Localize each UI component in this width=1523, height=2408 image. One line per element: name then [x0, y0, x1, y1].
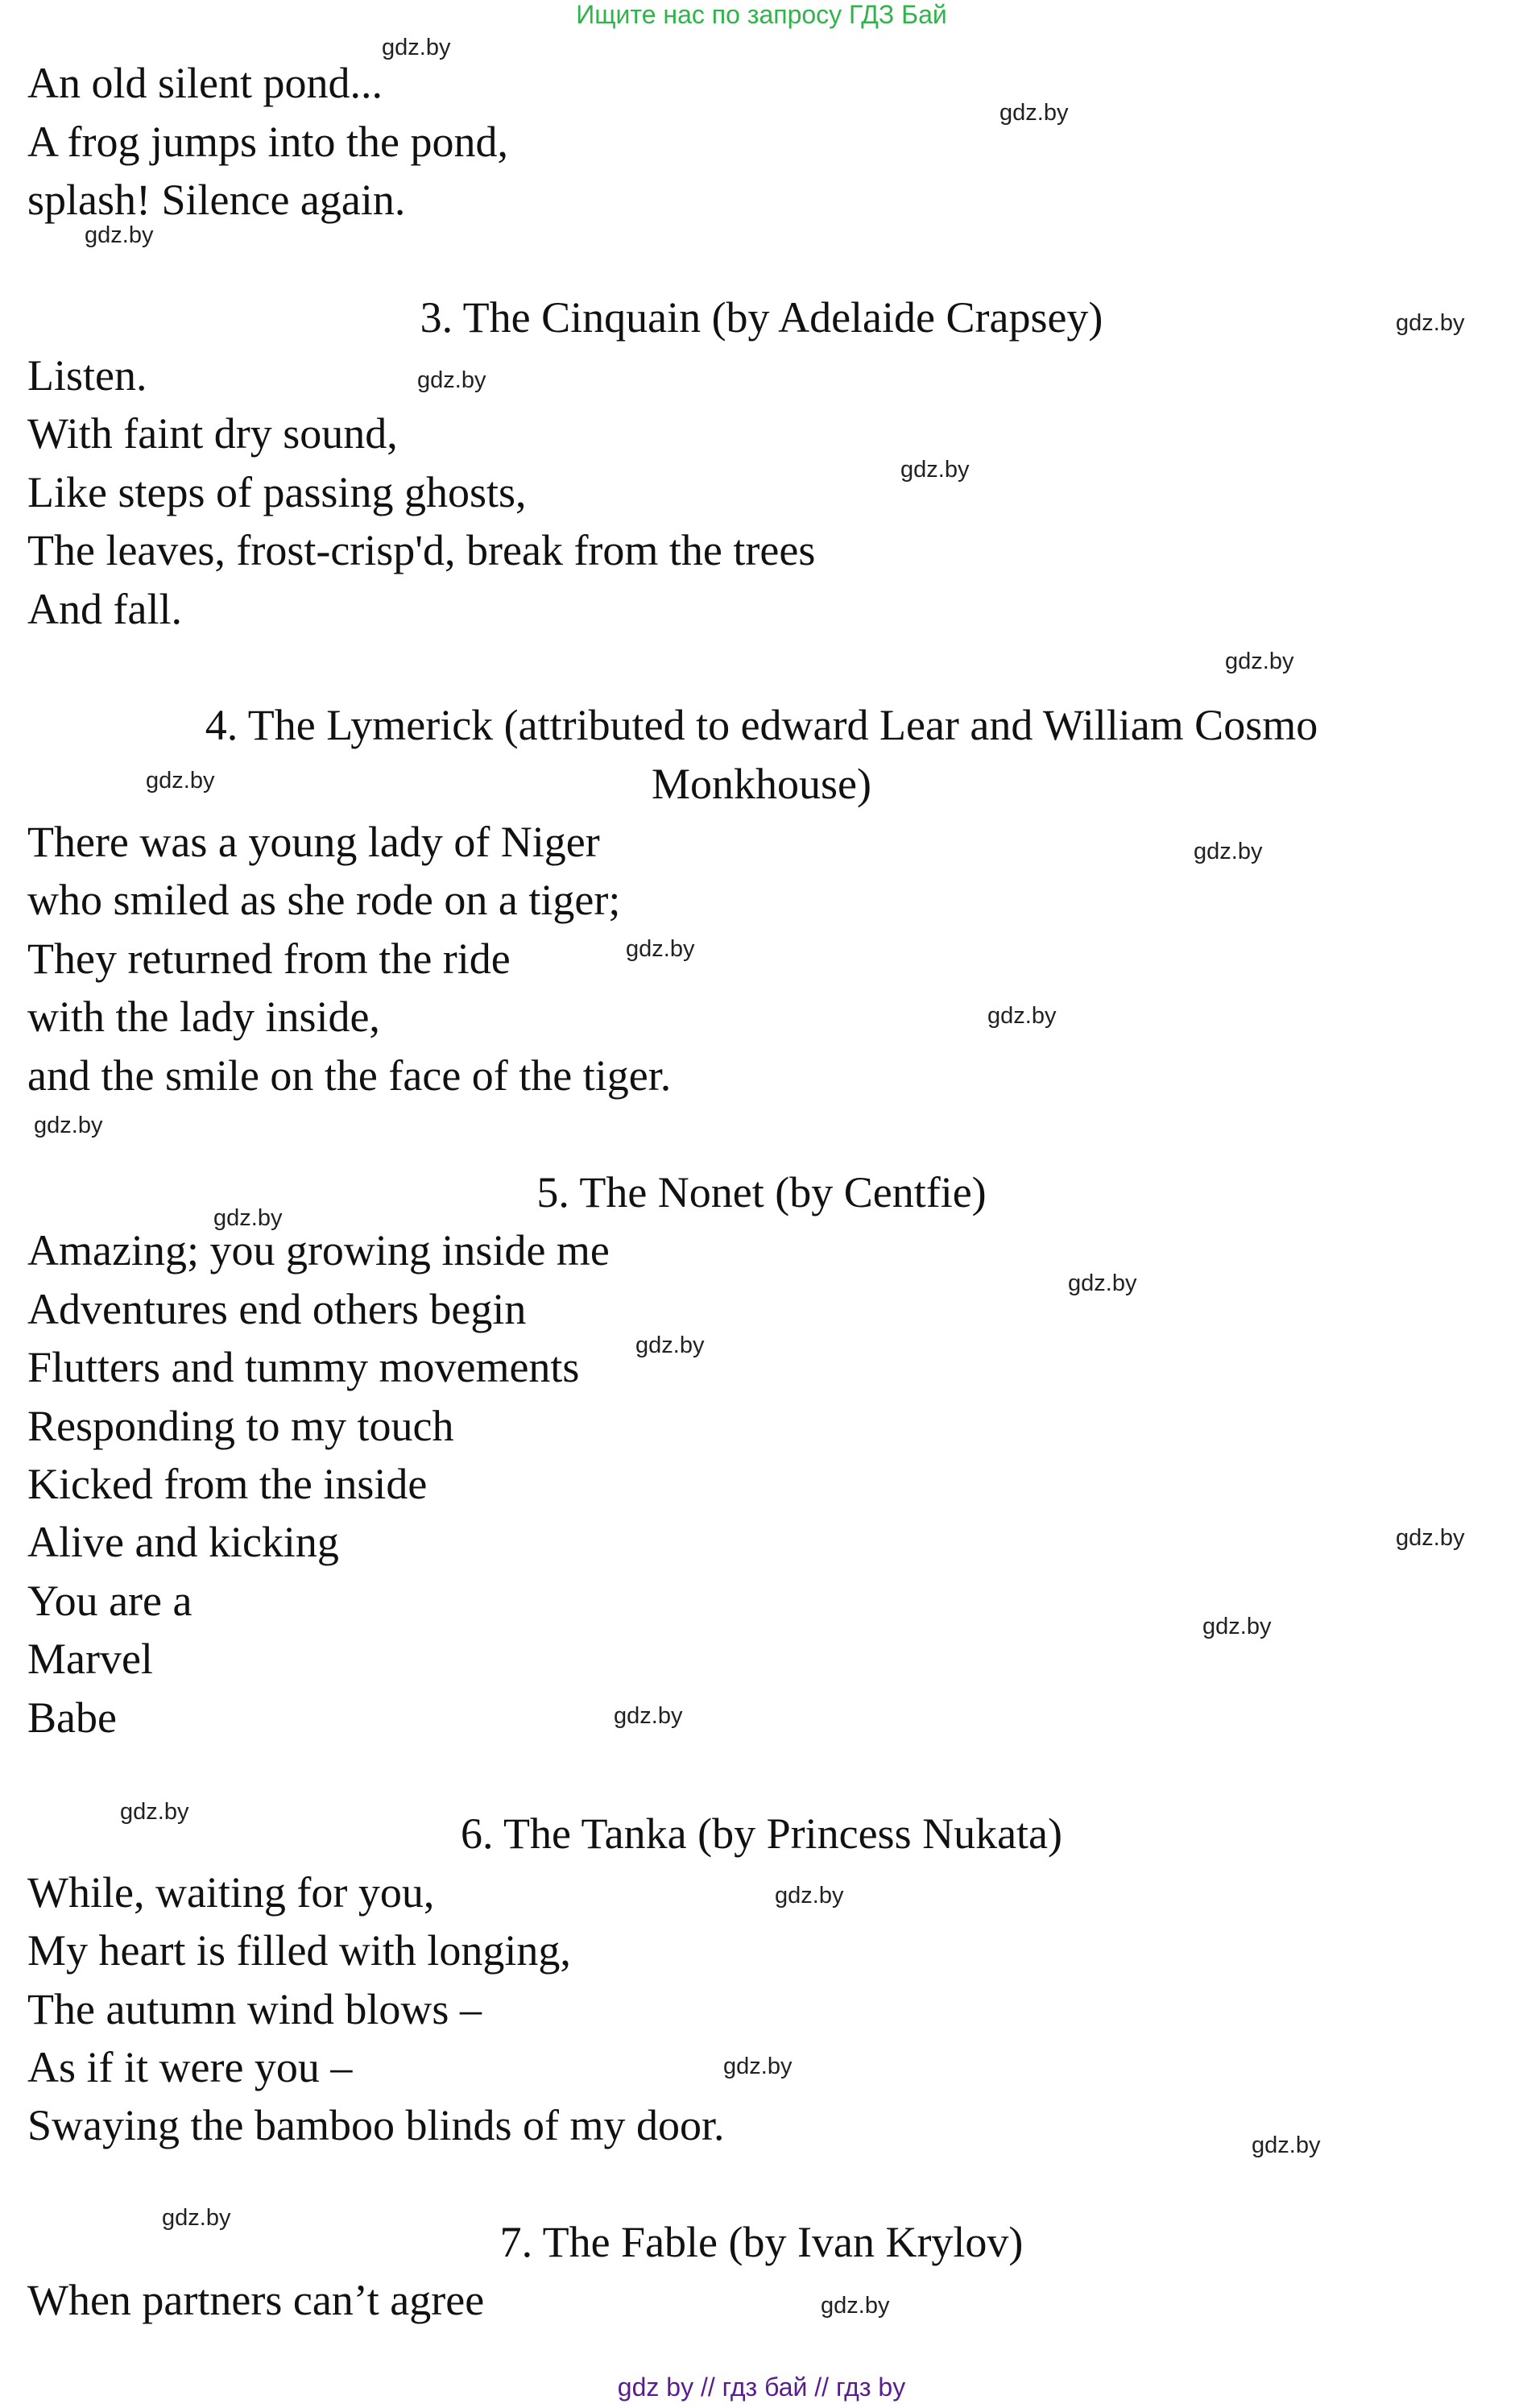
limerick-line-3: They returned from the ride — [27, 935, 511, 983]
watermark: gdz.by — [1068, 1270, 1137, 1296]
fable-title: 7. The Fable (by Ivan Krylov) — [499, 2218, 1024, 2266]
fable-line-1: When partners can’t agree — [27, 2276, 485, 2324]
watermark: gdz.by — [120, 1799, 189, 1825]
watermark: gdz.by — [900, 457, 970, 483]
top-banner[interactable]: Ищите нас по запросу ГДЗ Бай — [576, 0, 947, 29]
tanka-line-3: The autumn wind blows – — [27, 1985, 482, 2033]
limerick-title: 4. The Lymerick (attributed to edward Lear and William Cosmo — [205, 701, 1318, 749]
watermark: gdz.by — [1396, 1525, 1465, 1551]
watermark: gdz.by — [417, 367, 486, 393]
tanka-line-4: As if it were you – — [27, 2043, 353, 2091]
footer-links[interactable]: gdz by // гдз бай // гдз by — [617, 2373, 906, 2402]
cinquain-line-2: With faint dry sound, — [27, 409, 398, 458]
cinquain-line-3: Like steps of passing ghosts, — [27, 468, 527, 516]
watermark: gdz.by — [1396, 310, 1465, 336]
watermark: gdz.by — [775, 1883, 844, 1909]
nonet-line-7: You are a — [27, 1577, 192, 1625]
limerick-line-4: with the lady inside, — [27, 993, 380, 1041]
tanka-title: 6. The Tanka (by Princess Nukata) — [460, 1809, 1063, 1858]
haiku-line-3: splash! Silence again. — [27, 176, 406, 224]
limerick-title-cont: Monkhouse) — [652, 760, 871, 808]
nonet-line-2: Adventures end others begin — [27, 1285, 527, 1333]
haiku-line-1: An old silent pond... — [27, 59, 383, 107]
watermark: gdz.by — [999, 100, 1069, 126]
watermark: gdz.by — [213, 1205, 283, 1231]
nonet-title: 5. The Nonet (by Centfie) — [536, 1168, 987, 1216]
nonet-line-4: Responding to my touch — [27, 1402, 454, 1450]
nonet-line-6: Alive and kicking — [27, 1518, 339, 1566]
nonet-line-9: Babe — [27, 1693, 117, 1742]
nonet-line-3: Flutters and tummy movements — [27, 1343, 580, 1391]
watermark: gdz.by — [1194, 839, 1263, 864]
nonet-line-5: Kicked from the inside — [27, 1460, 428, 1508]
haiku-line-2: A frog jumps into the pond, — [27, 118, 508, 166]
cinquain-line-4: The leaves, frost-crisp'd, break from the trees — [27, 526, 816, 574]
watermark: gdz.by — [1202, 1614, 1272, 1639]
watermark: gdz.by — [382, 35, 451, 60]
watermark: gdz.by — [614, 1703, 683, 1729]
watermark: gdz.by — [85, 222, 154, 248]
watermark: gdz.by — [635, 1332, 705, 1358]
watermark: gdz.by — [1225, 649, 1294, 674]
tanka-line-1: While, waiting for you, — [27, 1868, 435, 1917]
tanka-line-5: Swaying the bamboo blinds of my door. — [27, 2101, 725, 2149]
nonet-line-8: Marvel — [27, 1635, 153, 1683]
watermark: gdz.by — [1252, 2132, 1321, 2158]
watermark: gdz.by — [821, 2293, 890, 2319]
watermark: gdz.by — [987, 1003, 1057, 1029]
limerick-line-2: who smiled as she rode on a tiger; — [27, 876, 621, 924]
nonet-line-1: Amazing; you growing inside me — [27, 1226, 610, 1274]
watermark: gdz.by — [626, 936, 695, 962]
cinquain-line-5: And fall. — [27, 585, 182, 633]
limerick-line-1: There was a young lady of Niger — [27, 818, 600, 866]
watermark: gdz.by — [162, 2205, 231, 2231]
tanka-line-2: My heart is filled with longing, — [27, 1926, 571, 1975]
cinquain-title: 3. The Cinquain (by Adelaide Crapsey) — [420, 293, 1103, 342]
cinquain-line-1: Listen. — [27, 351, 147, 400]
watermark: gdz.by — [146, 768, 215, 794]
watermark: gdz.by — [34, 1113, 103, 1138]
watermark: gdz.by — [723, 2054, 793, 2079]
limerick-line-5: and the smile on the face of the tiger. — [27, 1051, 672, 1100]
